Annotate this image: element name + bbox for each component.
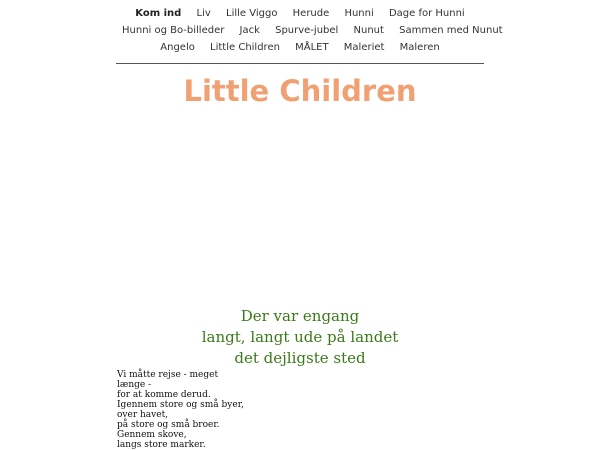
nav-link-spurve-jubel[interactable]: Spurve-jubel [275,25,339,36]
nav-row-2 [116,22,503,39]
poem-line: Igennem store og små byer, [117,400,244,410]
poem-line: over havet, [117,410,169,420]
nav-link-maleren[interactable]: Maleren [399,42,440,53]
nav-row-1 [116,5,484,22]
nav-link-jack[interactable]: Jack [239,25,260,36]
poem-line: langs store marker. [117,440,206,450]
nav-link-nunut[interactable]: Nunut [353,25,384,36]
nav-link-little-children[interactable]: Little Children [210,42,280,53]
verse-heading-line: det dejligste sted [234,349,366,367]
nav-link-angelo[interactable]: Angelo [160,42,195,53]
nav-link-sammen-med-nunut[interactable]: Sammen med Nunut [399,25,503,36]
nav-link-lille-viggo[interactable]: Lille Viggo [226,8,278,19]
main-navigation [116,0,503,56]
poem-line: længe - [117,380,152,390]
poem-line: for at komme derud. [117,390,211,400]
verse-heading-line: Der var engang [240,307,360,325]
page-title: Little Children [183,74,417,108]
poem-text [117,370,317,450]
nav-link-herude[interactable]: Herude [292,8,330,19]
nav-link-maleriet[interactable]: Maleriet [343,42,385,53]
nav-link-hunni-og-bo-billeder[interactable]: Hunni og Bo-billeder [122,25,225,36]
poem-line: Gennem skove, [117,430,187,440]
nav-row-3 [116,39,484,56]
nav-link-liv[interactable]: Liv [196,8,211,19]
nav-link-hunni[interactable]: Hunni [344,8,374,19]
nav-link-kom-ind[interactable]: Kom ind [135,8,182,19]
nav-divider [116,63,484,64]
poem-line: på store og små broer. [117,420,220,430]
verse-heading [0,306,600,369]
nav-link-maalet[interactable]: MÅLET [295,42,329,53]
nav-link-dage-for-hunni[interactable]: Dage for Hunni [388,8,465,19]
poem-line: Vi måtte rejse - meget [117,370,219,380]
verse-heading-line: langt, langt ude på landet [201,328,399,346]
